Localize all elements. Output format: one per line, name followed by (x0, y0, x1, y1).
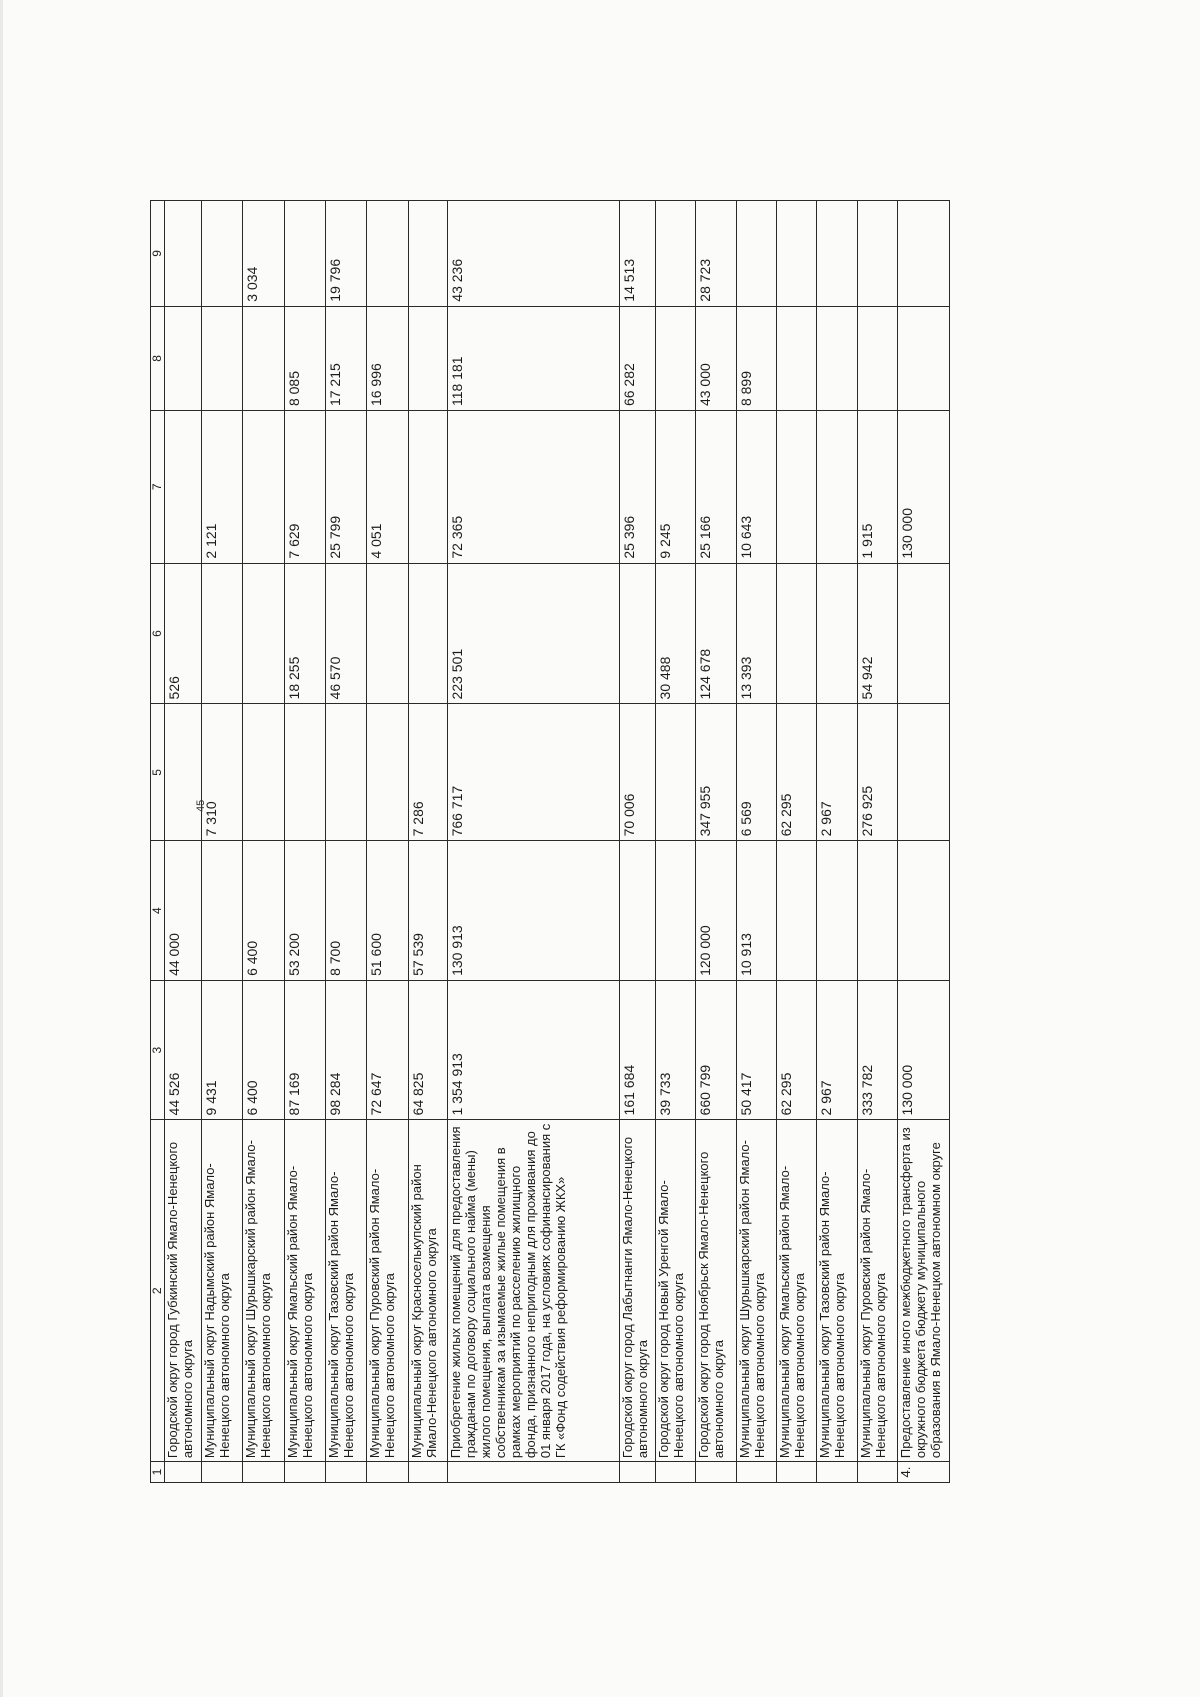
amount-cell-col6 (408, 563, 447, 704)
amount-cell-col4: 8 700 (326, 841, 367, 981)
amount-cell-col6 (367, 563, 408, 704)
row-number-cell (243, 1462, 284, 1483)
column-number: 3 (151, 980, 165, 1120)
amount-cell-col4: 10 913 (736, 841, 776, 981)
table-row (243, 201, 284, 1483)
description-cell: Муниципальный округ Пуровский район Ямало-Ненецкого автономного округа (367, 1120, 408, 1462)
amount-cell-col4: 130 913 (448, 841, 620, 981)
amount-cell-col7 (243, 411, 284, 564)
table-row (164, 201, 201, 1483)
amount-cell-col8: 43 000 (696, 306, 736, 410)
amount-cell-col9 (284, 201, 325, 307)
column-number: 2 (151, 1120, 165, 1462)
amount-cell-col3: 2 967 (817, 980, 857, 1120)
table-row (367, 201, 408, 1483)
row-number-cell (367, 1462, 408, 1483)
amount-cell-col7: 25 799 (326, 411, 367, 564)
amount-cell-col3: 62 295 (776, 980, 816, 1120)
amount-cell-col7 (408, 411, 447, 564)
amount-cell-col4: 6 400 (243, 841, 284, 981)
amount-cell-col4 (655, 841, 695, 981)
amount-cell-col7: 4 051 (367, 411, 408, 564)
amount-cell-col6: 46 570 (326, 563, 367, 704)
amount-cell-col7 (776, 411, 816, 564)
amount-cell-col9 (736, 201, 776, 307)
row-number-cell (817, 1462, 857, 1483)
amount-cell-col5 (284, 704, 325, 841)
amount-cell-col8 (655, 306, 695, 410)
amount-cell-col6: 18 255 (284, 563, 325, 704)
amount-cell-col6: 30 488 (655, 563, 695, 704)
amount-cell-col4: 53 200 (284, 841, 325, 981)
amount-cell-col9 (367, 201, 408, 307)
amount-cell-col3: 6 400 (243, 980, 284, 1120)
table-row (408, 201, 447, 1483)
amount-cell-col5: 7 286 (408, 704, 447, 841)
table-row (857, 201, 897, 1483)
amount-cell-col6: 124 678 (696, 563, 736, 704)
amount-cell-col8 (243, 306, 284, 410)
amount-cell-col9: 43 236 (448, 201, 620, 307)
amount-cell-col8 (897, 306, 949, 410)
column-number-row (151, 201, 165, 1483)
table-row (817, 201, 857, 1483)
description-cell: Муниципальный округ Надымский район Ямало-Ненецкого автономного округа (201, 1120, 242, 1462)
description-cell: Муниципальный округ Красноселькупский район Ямало-Ненецкого автономного округа (408, 1120, 447, 1462)
row-number-cell (448, 1462, 620, 1483)
amount-cell-col3: 50 417 (736, 980, 776, 1120)
column-number: 7 (151, 411, 165, 564)
amount-cell-col3: 87 169 (284, 980, 325, 1120)
amount-cell-col4 (619, 841, 655, 981)
table-row (448, 201, 620, 1483)
amount-cell-col9 (817, 201, 857, 307)
amount-cell-col9: 3 034 (243, 201, 284, 307)
amount-cell-col3: 39 733 (655, 980, 695, 1120)
row-number-cell (284, 1462, 325, 1483)
table-row (897, 201, 949, 1483)
amount-cell-col3: 660 799 (696, 980, 736, 1120)
description-cell: Городской округ город Лабытнанги Ямало-Ненецкого автономного округа (619, 1120, 655, 1462)
amount-cell-col7: 25 396 (619, 411, 655, 564)
amount-cell-col8 (164, 306, 201, 410)
amount-cell-col8: 17 215 (326, 306, 367, 410)
amount-cell-col8 (408, 306, 447, 410)
description-cell: Городской округ город Ноябрьск Ямало-Ненецкого автономного округа (696, 1120, 736, 1462)
amount-cell-col4: 57 539 (408, 841, 447, 981)
amount-cell-col3: 161 684 (619, 980, 655, 1120)
row-number-cell (736, 1462, 776, 1483)
description-cell: Приобретение жилых помещений для предоставления гражданам по договору социального найма (мены) жилого помещения, выплата возмещения собственникам за изымаемые жилые помещения в рамках мероприятий по расселению жилищного фонда, признанного непригодным для проживания до 01 января 2017 года, на условиях софинансирования с ГК «Фонд содействия реформированию ЖКХ» (448, 1120, 620, 1462)
amount-cell-col9 (408, 201, 447, 307)
budget-table (150, 200, 950, 1483)
column-number: 6 (151, 563, 165, 704)
amount-cell-col4 (857, 841, 897, 981)
column-number: 1 (151, 1462, 165, 1483)
amount-cell-col9 (201, 201, 242, 307)
amount-cell-col5 (367, 704, 408, 841)
amount-cell-col8: 8 085 (284, 306, 325, 410)
amount-cell-col3: 1 354 913 (448, 980, 620, 1120)
amount-cell-col7: 130 000 (897, 411, 949, 564)
amount-cell-col8: 8 899 (736, 306, 776, 410)
amount-cell-col5: 2 967 (817, 704, 857, 841)
amount-cell-col9 (776, 201, 816, 307)
column-number: 5 (151, 704, 165, 841)
amount-cell-col5 (655, 704, 695, 841)
table-row (284, 201, 325, 1483)
description-cell: Муниципальный округ Тазовский район Ямало-Ненецкого автономного округа (326, 1120, 367, 1462)
budget-table-rotated (150, 200, 950, 1483)
row-number-cell (696, 1462, 736, 1483)
amount-cell-col5: 276 925 (857, 704, 897, 841)
amount-cell-col6: 13 393 (736, 563, 776, 704)
amount-cell-col5: 7 310 (201, 704, 242, 841)
amount-cell-col9: 19 796 (326, 201, 367, 307)
description-cell: Муниципальный округ Пуровский район Ямало-Ненецкого автономного округа (857, 1120, 897, 1462)
row-number-cell (655, 1462, 695, 1483)
amount-cell-col5 (326, 704, 367, 841)
amount-cell-col3: 333 782 (857, 980, 897, 1120)
table-row (655, 201, 695, 1483)
description-cell: Муниципальный округ Ямальский район Ямало-Ненецкого автономного округа (776, 1120, 816, 1462)
amount-cell-col7 (817, 411, 857, 564)
description-cell: Предоставление иного межбюджетного трансферта из окружного бюджета бюджету муниципального образования в Ямало-Ненецком автономном округе (897, 1120, 949, 1462)
amount-cell-col5: 347 955 (696, 704, 736, 841)
amount-cell-col8: 66 282 (619, 306, 655, 410)
amount-cell-col3: 98 284 (326, 980, 367, 1120)
amount-cell-col6 (817, 563, 857, 704)
amount-cell-col3: 44 526 (164, 980, 201, 1120)
amount-cell-col5 (897, 704, 949, 841)
amount-cell-col4: 44 000 (164, 841, 201, 981)
amount-cell-col6 (776, 563, 816, 704)
amount-cell-col5: 62 295 (776, 704, 816, 841)
amount-cell-col5 (243, 704, 284, 841)
row-number-cell: 4. (897, 1462, 949, 1483)
row-number-cell (408, 1462, 447, 1483)
amount-cell-col6 (243, 563, 284, 704)
description-cell: Муниципальный округ Шурышкарский район Ямало-Ненецкого автономного округа (736, 1120, 776, 1462)
amount-cell-col4 (201, 841, 242, 981)
amount-cell-col4: 120 000 (696, 841, 736, 981)
amount-cell-col9: 28 723 (696, 201, 736, 307)
table-row (201, 201, 242, 1483)
amount-cell-col5: 766 717 (448, 704, 620, 841)
amount-cell-col6: 526 (164, 563, 201, 704)
amount-cell-col9 (857, 201, 897, 307)
row-number-cell (776, 1462, 816, 1483)
table-row (619, 201, 655, 1483)
row-number-cell (619, 1462, 655, 1483)
amount-cell-col4: 51 600 (367, 841, 408, 981)
amount-cell-col7: 9 245 (655, 411, 695, 564)
amount-cell-col7: 72 365 (448, 411, 620, 564)
column-number: 4 (151, 841, 165, 981)
amount-cell-col7 (164, 411, 201, 564)
amount-cell-col7: 1 915 (857, 411, 897, 564)
amount-cell-col8 (857, 306, 897, 410)
amount-cell-col6 (619, 563, 655, 704)
column-number: 9 (151, 201, 165, 307)
scan-edge (0, 0, 3, 1697)
amount-cell-col4 (897, 841, 949, 981)
amount-cell-col7: 10 643 (736, 411, 776, 564)
amount-cell-col4 (776, 841, 816, 981)
amount-cell-col9 (897, 201, 949, 307)
description-cell: Муниципальный округ Тазовский район Ямало-Ненецкого автономного округа (817, 1120, 857, 1462)
amount-cell-col7: 2 121 (201, 411, 242, 564)
description-cell: Муниципальный округ Шурышкарский район Ямало-Ненецкого автономного округа (243, 1120, 284, 1462)
amount-cell-col6 (201, 563, 242, 704)
amount-cell-col6: 223 501 (448, 563, 620, 704)
page-number: 45 (195, 799, 207, 812)
amount-cell-col8: 16 996 (367, 306, 408, 410)
amount-cell-col4 (817, 841, 857, 981)
description-cell: Городской округ город Новый Уренгой Ямало-Ненецкого автономного округа (655, 1120, 695, 1462)
description-cell: Муниципальный округ Ямальский район Ямало-Ненецкого автономного округа (284, 1120, 325, 1462)
amount-cell-col8: 118 181 (448, 306, 620, 410)
amount-cell-col9 (164, 201, 201, 307)
table-row (326, 201, 367, 1483)
table-body (151, 201, 950, 1483)
amount-cell-col3: 9 431 (201, 980, 242, 1120)
amount-cell-col3: 64 825 (408, 980, 447, 1120)
amount-cell-col7: 7 629 (284, 411, 325, 564)
amount-cell-col5: 70 006 (619, 704, 655, 841)
amount-cell-col8 (201, 306, 242, 410)
row-number-cell (201, 1462, 242, 1483)
amount-cell-col6 (897, 563, 949, 704)
table-row (776, 201, 816, 1483)
amount-cell-col5 (164, 704, 201, 841)
amount-cell-col5: 6 569 (736, 704, 776, 841)
row-number-cell (326, 1462, 367, 1483)
amount-cell-col8 (776, 306, 816, 410)
amount-cell-col3: 130 000 (897, 980, 949, 1120)
description-cell: Городской округ город Губкинский Ямало-Ненецкого автономного округа (164, 1120, 201, 1462)
amount-cell-col3: 72 647 (367, 980, 408, 1120)
amount-cell-col8 (817, 306, 857, 410)
row-number-cell (164, 1462, 201, 1483)
amount-cell-col6: 54 942 (857, 563, 897, 704)
amount-cell-col7: 25 166 (696, 411, 736, 564)
table-row (696, 201, 736, 1483)
row-number-cell (857, 1462, 897, 1483)
amount-cell-col9 (655, 201, 695, 307)
column-number: 8 (151, 306, 165, 410)
table-row (736, 201, 776, 1483)
amount-cell-col9: 14 513 (619, 201, 655, 307)
